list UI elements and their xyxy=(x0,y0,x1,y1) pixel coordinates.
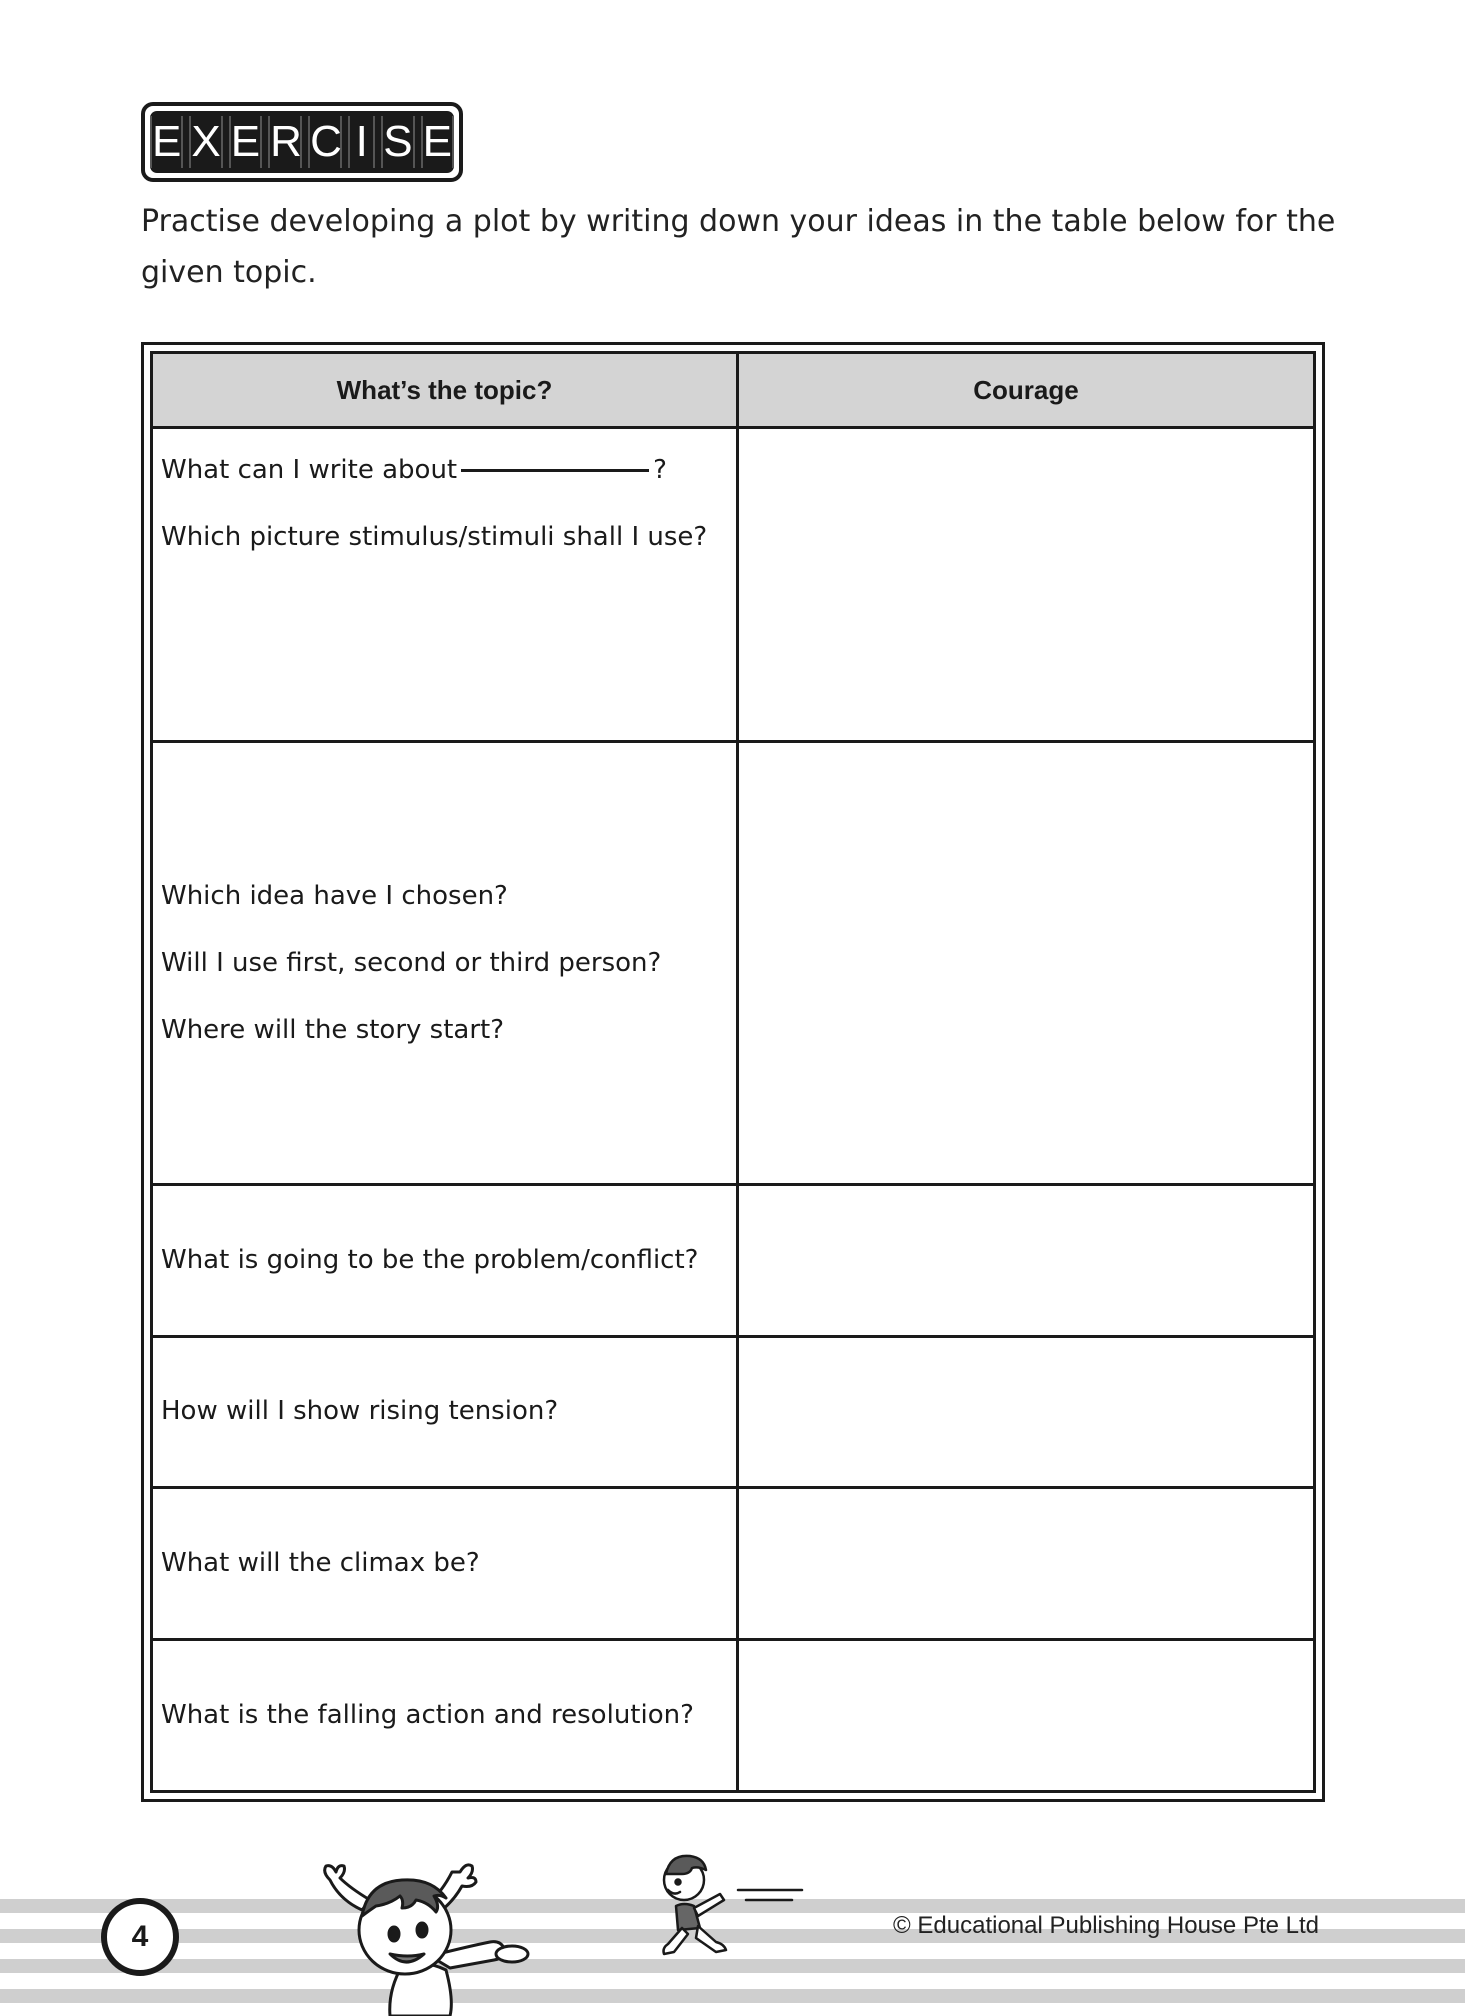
table-row xyxy=(152,1184,1315,1336)
instructions-text: Practise developing a plot by writing down your ideas in the table below for the given topic. xyxy=(141,204,1336,290)
table-header-row xyxy=(152,353,1315,428)
question-line: What will the climax be? xyxy=(161,1548,480,1579)
answer-cell[interactable] xyxy=(738,1488,1315,1640)
question-mark: ? xyxy=(653,455,667,485)
jumping-boy-illustration xyxy=(310,1860,570,2016)
question-line: Will I use first, second or third person? xyxy=(161,947,662,978)
answer-cell[interactable] xyxy=(738,742,1315,1184)
question-cell xyxy=(152,1184,738,1336)
table-row xyxy=(152,742,1315,1184)
running-boy-illustration xyxy=(642,1850,812,1960)
answer-cell[interactable] xyxy=(738,1640,1315,1792)
question-cell xyxy=(152,1640,738,1792)
question-cell xyxy=(152,428,738,742)
badge-letter: E xyxy=(422,117,452,166)
question-cell xyxy=(152,1336,738,1488)
answer-cell[interactable] xyxy=(738,1184,1315,1336)
answer-cell[interactable] xyxy=(738,428,1315,742)
question-line: What is going to be the problem/conflict? xyxy=(161,1244,699,1275)
question-cell xyxy=(152,1488,738,1640)
badge-letter: E xyxy=(152,117,182,166)
exercise-badge-tiles xyxy=(150,111,454,173)
question-line: How will I show rising tension? xyxy=(161,1396,559,1427)
badge-letter: E xyxy=(230,117,261,166)
question-line: Which idea have I chosen? xyxy=(161,880,508,911)
copyright-text: © Educational Publishing House Pte Ltd xyxy=(893,1912,1319,1939)
page-number: 4 xyxy=(131,1920,149,1953)
badge-letter: C xyxy=(310,117,342,166)
header-topic-question: What’s the topic? xyxy=(152,353,738,428)
question-line: Where will the story start? xyxy=(161,1014,505,1045)
question-text: What can I write about xyxy=(161,455,458,485)
table-row xyxy=(152,428,1315,742)
footer-stripe xyxy=(0,1989,1465,2003)
question-cell xyxy=(152,742,738,1184)
footer-stripe xyxy=(0,1959,1465,1973)
plot-table xyxy=(150,351,1316,1793)
badge-letter: R xyxy=(270,117,302,166)
badge-letter: I xyxy=(348,116,375,168)
question-line xyxy=(161,437,728,504)
badge-letter: S xyxy=(383,117,413,166)
table-row xyxy=(152,1640,1315,1792)
answer-cell[interactable] xyxy=(738,1336,1315,1488)
table-row xyxy=(152,1336,1315,1488)
header-topic-answer: Courage xyxy=(738,353,1315,428)
question-line: What is the falling action and resolution? xyxy=(161,1700,694,1731)
plot-table-frame xyxy=(141,342,1325,1802)
table-row xyxy=(152,1488,1315,1640)
badge-letter: X xyxy=(191,117,221,166)
question-line: Which picture stimulus/stimuli shall I use? xyxy=(161,522,708,552)
exercise-badge xyxy=(141,102,463,182)
page-number-badge xyxy=(101,1898,179,1976)
fill-in-blank[interactable] xyxy=(461,469,649,472)
